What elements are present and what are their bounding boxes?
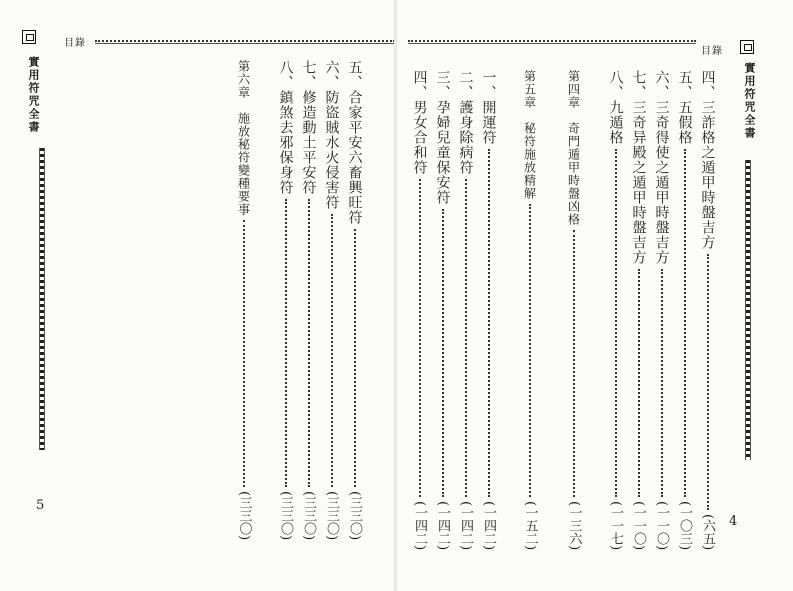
entry-page: (一五二): [522, 500, 538, 550]
entry-page: (一一〇): [631, 500, 646, 550]
entry-page: (三三〇): [347, 490, 362, 540]
leader-dots: [308, 199, 310, 487]
toc-entry[interactable]: [673, 70, 696, 550]
leader-dots: [573, 230, 575, 497]
entry-page: (三三〇): [236, 490, 252, 540]
toc-entry[interactable]: [650, 70, 673, 550]
side-ornament: [745, 160, 751, 460]
entry-title: 六、防盜賊水火侵害符: [323, 60, 340, 210]
header-rule: [95, 40, 395, 42]
leader-dots: [661, 269, 663, 497]
toc-entry[interactable]: [274, 60, 297, 540]
entry-page: (一三六): [566, 500, 582, 550]
entry-title: 一、開運符: [480, 70, 497, 145]
leader-dots: [488, 149, 490, 497]
toc-right: [408, 70, 719, 550]
page-number: 4: [729, 514, 738, 529]
leader-dots: [465, 179, 467, 497]
toc-entry[interactable]: [454, 70, 477, 550]
header-rule: [408, 40, 696, 42]
toc-entry[interactable]: [477, 70, 500, 550]
chapter-title: 第六章 施放秘符變種要事: [236, 60, 251, 216]
chapter-title: 第五章 秘符施放精解: [522, 70, 537, 200]
entry-title: 六、三奇得使之遁甲時盤吉方: [653, 70, 670, 265]
toc-chapter[interactable]: [230, 60, 258, 540]
leader-dots: [354, 229, 356, 487]
book-title: 實用符咒全書: [743, 62, 756, 140]
entry-title: 七、修造動土平安符: [300, 60, 317, 195]
book-icon: [22, 30, 36, 44]
toc-entry[interactable]: [627, 70, 650, 550]
toc-entry[interactable]: [297, 60, 320, 540]
entry-title: 四、男女合和符: [411, 70, 428, 175]
book-icon: [740, 40, 754, 54]
left-page: [0, 0, 396, 591]
entry-title: 四、三詐格之遁甲時盤吉方: [699, 70, 716, 250]
entry-page: (三三〇): [324, 490, 339, 540]
toc-chapter[interactable]: [516, 70, 544, 550]
right-page: [396, 0, 793, 591]
entry-page: (一四二): [458, 500, 473, 550]
toc-left: [230, 60, 366, 540]
toc-chapter[interactable]: [560, 70, 588, 550]
leader-dots: [243, 220, 245, 487]
toc-entry[interactable]: [408, 70, 431, 550]
entry-page: (一四二): [481, 500, 496, 550]
leader-dots: [615, 149, 617, 497]
leader-dots: [419, 179, 421, 497]
chapter-title: 第四章 奇門遁甲時盤凶格: [566, 70, 581, 226]
side-ornament: [39, 148, 45, 450]
toc-entry[interactable]: [431, 70, 454, 550]
entry-title: 七、三奇异殿之遁甲時盤吉方: [630, 70, 647, 265]
entry-title: 二、護身除病符: [457, 70, 474, 175]
entry-page: (一一七): [608, 500, 623, 550]
entry-page: (一〇三): [677, 500, 692, 550]
entry-title: 五、五假格: [676, 70, 693, 145]
leader-dots: [638, 269, 640, 497]
toc-entry[interactable]: [696, 70, 719, 550]
leader-dots: [529, 204, 531, 497]
leader-dots: [707, 254, 709, 510]
entry-page: (一四二): [412, 500, 427, 550]
entry-page: (三三〇): [301, 490, 316, 540]
entry-page: (三三〇): [278, 490, 293, 540]
entry-page: (一四二): [435, 500, 450, 550]
header-label: 目錄: [701, 46, 723, 57]
entry-title: 五、合家平安六畜興旺符: [346, 60, 363, 225]
book-title: 實用符咒全書: [27, 56, 40, 134]
page-number: 5: [36, 498, 45, 513]
leader-dots: [684, 149, 686, 497]
toc-entry[interactable]: [604, 70, 627, 550]
header-label: 目錄: [64, 38, 86, 49]
entry-page: (一一〇): [654, 500, 669, 550]
leader-dots: [442, 209, 444, 497]
leader-dots: [285, 199, 287, 487]
toc-entry[interactable]: [320, 60, 343, 540]
entry-title: 三、孕婦兒童保安符: [434, 70, 451, 205]
entry-title: 八、鎮煞去邪保身符: [277, 60, 294, 195]
entry-page: (六五): [700, 513, 715, 550]
toc-entry[interactable]: [343, 60, 366, 540]
leader-dots: [331, 214, 333, 487]
entry-title: 八、九遁格: [607, 70, 624, 145]
